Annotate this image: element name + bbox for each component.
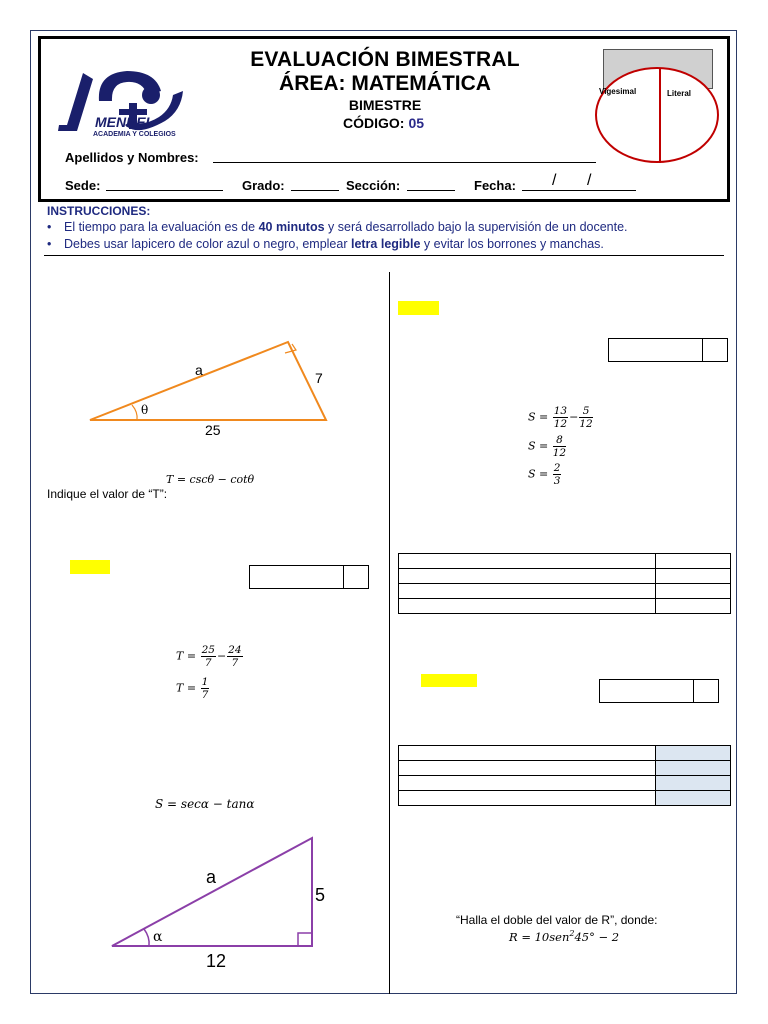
instruction-item-2: • Debes usar lapicero de color azul o negro, emplear letra legible y evitar los borrones y manchas. xyxy=(47,237,604,251)
triangle-2-figure xyxy=(82,826,342,981)
column-divider xyxy=(389,272,390,994)
problem-2-solution-line2: S = $\frac{8}{12}$ xyxy=(528,434,567,459)
logo-subtext: ACADEMIA Y COLEGIOS xyxy=(93,131,176,138)
title-line3: BIMESTRE xyxy=(348,97,422,113)
seccion-label: Sección: xyxy=(346,178,401,193)
fecha-slash-1: / xyxy=(552,172,557,189)
answer-box-2[interactable] xyxy=(608,338,728,362)
table-row xyxy=(399,791,731,806)
title-line1: EVALUACIÓN BIMESTRAL xyxy=(250,48,520,71)
problem-3-formula: R = 10sen$^2$45° − 2 xyxy=(509,929,620,944)
name-label: Apellidos y Nombres: xyxy=(65,150,199,165)
name-field[interactable] xyxy=(213,162,596,163)
fecha-label: Fecha: xyxy=(474,178,516,193)
score-vigesimal-label: Vigesimal xyxy=(599,87,637,96)
triangle-1-hyp-label: a xyxy=(195,362,203,378)
code-row xyxy=(343,115,424,131)
table-row xyxy=(399,584,731,599)
triangle-1-adj-label: 25 xyxy=(205,422,221,438)
angle-arc xyxy=(144,929,149,946)
logo-text: MENDEL xyxy=(95,114,155,130)
triangle-2-adj-label: 12 xyxy=(206,951,227,971)
triangle-1-angle-label: θ xyxy=(141,403,149,417)
problem-2-formula: S = secα − tanα xyxy=(155,797,255,811)
grado-label: Grado: xyxy=(242,178,285,193)
score-box xyxy=(599,49,713,164)
problem-1-prompt: Indique el valor de “T”: xyxy=(47,487,168,501)
answer-box-1[interactable] xyxy=(249,565,369,589)
bullet-icon: • xyxy=(47,220,52,234)
instructions-title: INSTRUCCIONES: xyxy=(47,204,151,218)
table-row xyxy=(399,776,731,791)
problem-3-prompt: “Halla el doble del valor de R”, donde: xyxy=(456,913,658,927)
triangle-1-opp-label: 7 xyxy=(315,370,323,386)
problem-1-solution-line1: T = $\frac{25}{7}$ − $\frac{24}{7}$ xyxy=(176,644,242,669)
mendel-logo xyxy=(55,65,190,140)
angle-arc xyxy=(132,405,137,420)
highlight-marker xyxy=(70,560,110,574)
table-row xyxy=(399,746,731,761)
seccion-field[interactable] xyxy=(407,190,455,191)
triangle-2 xyxy=(112,838,312,946)
fecha-slash-2: / xyxy=(587,172,592,189)
problem-2-solution-line1: S = $\frac{13}{12}$ − $\frac{5}{12}$ xyxy=(528,405,593,430)
highlight-marker xyxy=(421,674,477,687)
table-row xyxy=(399,599,731,614)
bullet-icon: • xyxy=(47,237,52,251)
answer-box-3[interactable] xyxy=(599,679,719,703)
sede-label: Sede: xyxy=(65,178,101,193)
grado-field[interactable] xyxy=(291,190,339,191)
triangle-2-angle-label: α xyxy=(153,929,163,945)
answer-table-2 xyxy=(398,745,731,806)
highlight-marker xyxy=(398,301,439,315)
triangle-1 xyxy=(90,342,326,420)
code-value: 05 xyxy=(408,115,425,131)
problem-1-solution-line2: T = $\frac{1}{7}$ xyxy=(176,676,209,701)
answer-table-1 xyxy=(398,553,731,614)
table-row xyxy=(399,554,731,569)
code-label: CÓDIGO: xyxy=(343,115,405,131)
triangle-1-figure xyxy=(80,334,342,442)
title-line2: ÁREA: MATEMÁTICA xyxy=(279,72,491,95)
triangle-2-hyp-label: a xyxy=(206,867,217,887)
fecha-field[interactable] xyxy=(522,190,636,191)
score-literal-label: Literal xyxy=(667,89,692,98)
right-angle-mark xyxy=(298,933,312,946)
problem-2-solution-line3: S = $\frac{2}{3}$ xyxy=(528,462,561,487)
score-divider xyxy=(659,69,661,163)
problem-1-formula: T = cscθ − cotθ xyxy=(166,473,255,486)
table-row xyxy=(399,569,731,584)
instructions-divider xyxy=(44,255,724,256)
instruction-item-1: • El tiempo para la evaluación es de 40 minutos y será desarrollado bajo la supervisión de un docente. xyxy=(47,220,628,234)
triangle-2-opp-label: 5 xyxy=(315,885,326,905)
table-row xyxy=(399,761,731,776)
score-oval xyxy=(595,67,719,163)
sede-field[interactable] xyxy=(106,190,223,191)
